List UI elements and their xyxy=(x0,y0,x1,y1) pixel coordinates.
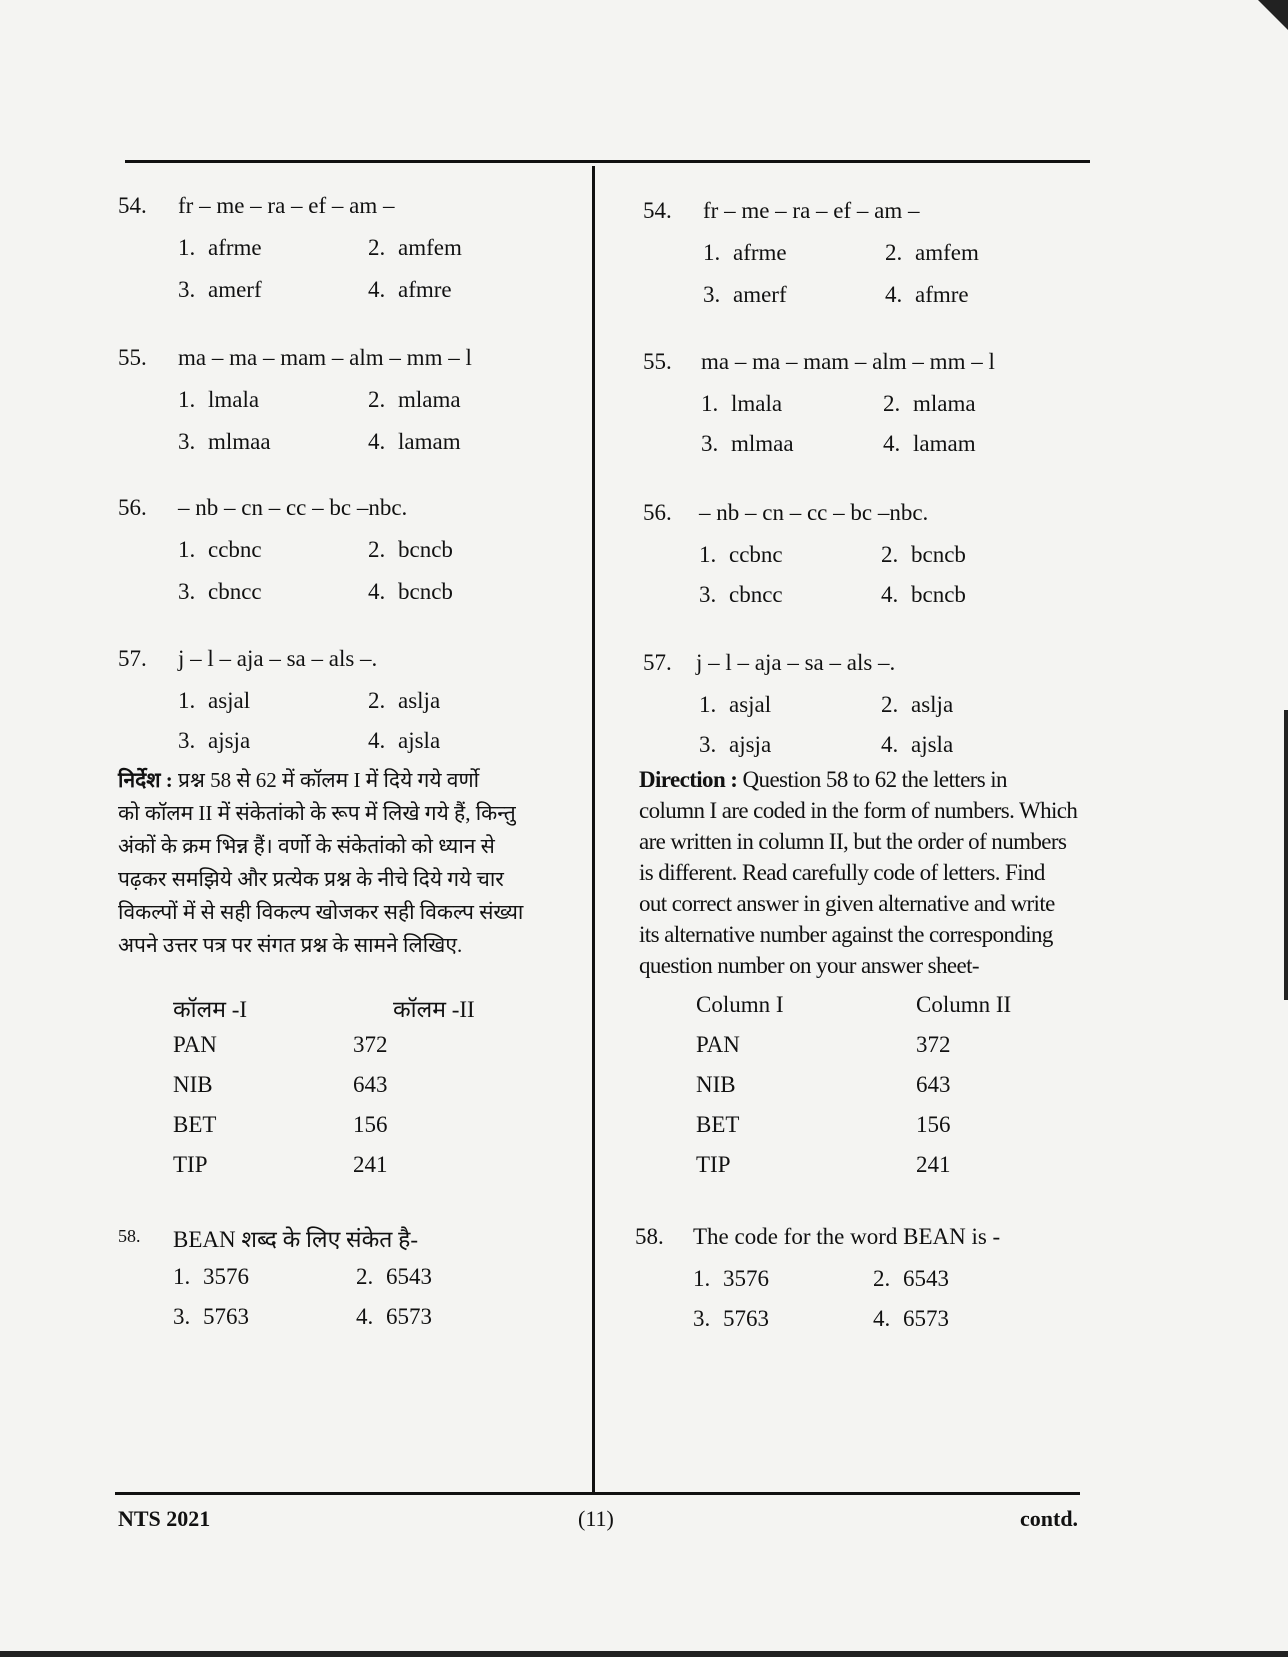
option-4: 4. bcncb xyxy=(881,582,966,607)
option-4: 4. 6573 xyxy=(873,1306,949,1331)
option-3: 3. ajsja xyxy=(178,728,251,753)
option-3: 3. ajsja xyxy=(699,732,772,757)
option-2: 2. mlama xyxy=(883,391,976,416)
question-text: ma – ma – mam – alm – mm – l xyxy=(178,345,472,370)
bottom-rule xyxy=(115,1492,1080,1495)
option-1: 1. lmala xyxy=(701,391,783,416)
option-3: 3. 5763 xyxy=(693,1306,769,1331)
option-1: 1. ccbnc xyxy=(178,537,262,562)
scan-bottom-edge xyxy=(0,1651,1288,1657)
question-number: 56. xyxy=(643,500,672,525)
column-divider xyxy=(592,166,595,1492)
option-1: 1. afrme xyxy=(178,235,262,260)
option-1: 1. 3576 xyxy=(693,1266,769,1291)
question-text: ma – ma – mam – alm – mm – l xyxy=(701,349,995,374)
question-number: 57. xyxy=(643,650,672,675)
option-2: 2. amfem xyxy=(368,235,462,260)
option-1: 1. asjal xyxy=(699,692,772,717)
direction-label: निर्देश : xyxy=(118,768,173,792)
question-text: BEAN शब्द के लिए संकेत है- xyxy=(173,1227,419,1252)
option-3: 3. mlmaa xyxy=(178,429,271,454)
option-3: 3. amerf xyxy=(178,277,262,302)
direction-label: Direction : xyxy=(639,767,738,792)
option-4: 4. lamam xyxy=(883,431,976,456)
continued-label: contd. xyxy=(1020,1506,1079,1531)
option-3: 3. amerf xyxy=(703,282,787,307)
option-3: 3. cbncc xyxy=(699,582,783,607)
option-4: 4. afmre xyxy=(885,282,969,307)
question-number: 58. xyxy=(635,1224,664,1249)
question-number: 54. xyxy=(643,198,672,223)
exam-name: NTS 2021 xyxy=(118,1506,211,1531)
option-2: 2. amfem xyxy=(885,240,979,265)
option-2: 2. mlama xyxy=(368,387,461,412)
page-corner-fold-icon xyxy=(1258,0,1288,30)
question-number: 55. xyxy=(118,345,147,370)
option-1: 1. afrme xyxy=(703,240,787,265)
option-2: 2. aslja xyxy=(881,692,954,717)
option-3: 3. mlmaa xyxy=(701,431,794,456)
question-text: – nb – cn – cc – bc –nbc. xyxy=(699,500,929,525)
option-4: 4. lamam xyxy=(368,429,461,454)
direction-hi: निर्देश : प्रश्न 58 से 62 में कॉलम I में दिये गये वर्णो को कॉलम II में संकेतांको के रूप में लिखे गये हैं, किन्तु अंकों के क्रम भिन्न हैं। वर्णो के संकेतांको को ध्यान से पढ़कर समझिये और प्रत्येक प्रश्न के नीचे दिये गये चार विकल्पों में से सही विकल्प खोजकर सही विकल्प संख्या अपने उत्तर पत्र पर संगत प्रश्न के सामने लिखिए. xyxy=(118,768,524,957)
question-number: 54. xyxy=(118,193,147,218)
question-text: The code for the word BEAN is - xyxy=(693,1224,1001,1249)
option-4: 4. ajsla xyxy=(881,732,954,757)
option-2: 2. 6543 xyxy=(873,1266,949,1291)
question-number: 55. xyxy=(643,349,672,374)
option-2: 2. aslja xyxy=(368,688,441,713)
option-3: 3. cbncc xyxy=(178,579,262,604)
question-text: fr – me – ra – ef – am – xyxy=(703,198,920,223)
question-number: 58. xyxy=(118,1226,141,1246)
option-1: 1. asjal xyxy=(178,688,251,713)
option-4: 4. bcncb xyxy=(368,579,453,604)
option-2: 2. bcncb xyxy=(881,542,966,567)
question-text: j – l – aja – sa – als –. xyxy=(178,646,378,671)
option-4: 4. 6573 xyxy=(356,1304,432,1329)
question-text: j – l – aja – sa – als –. xyxy=(696,650,896,675)
top-rule xyxy=(125,160,1090,163)
option-1: 1. 3576 xyxy=(173,1264,249,1289)
direction-en: Direction : Question 58 to 62 the letters in column I are coded in the form of numbers. Which are written in column II, but the order of numbers is different. Read carefully code of letters. Find out correct answer in given alternative and write its alternative number against the corresponding question number on your answer sheet- xyxy=(639,767,1078,978)
option-2: 2. 6543 xyxy=(356,1264,432,1289)
question-number: 56. xyxy=(118,495,147,520)
option-3: 3. 5763 xyxy=(173,1304,249,1329)
option-1: 1. lmala xyxy=(178,387,260,412)
question-number: 57. xyxy=(118,646,147,671)
page-number: (11) xyxy=(578,1506,614,1531)
question-text: fr – me – ra – ef – am – xyxy=(178,193,395,218)
option-4: 4. ajsla xyxy=(368,728,441,753)
option-4: 4. afmre xyxy=(368,277,452,302)
option-1: 1. ccbnc xyxy=(699,542,783,567)
question-text: – nb – cn – cc – bc –nbc. xyxy=(178,495,408,520)
scan-edge-shadow xyxy=(1284,710,1288,1000)
option-2: 2. bcncb xyxy=(368,537,453,562)
